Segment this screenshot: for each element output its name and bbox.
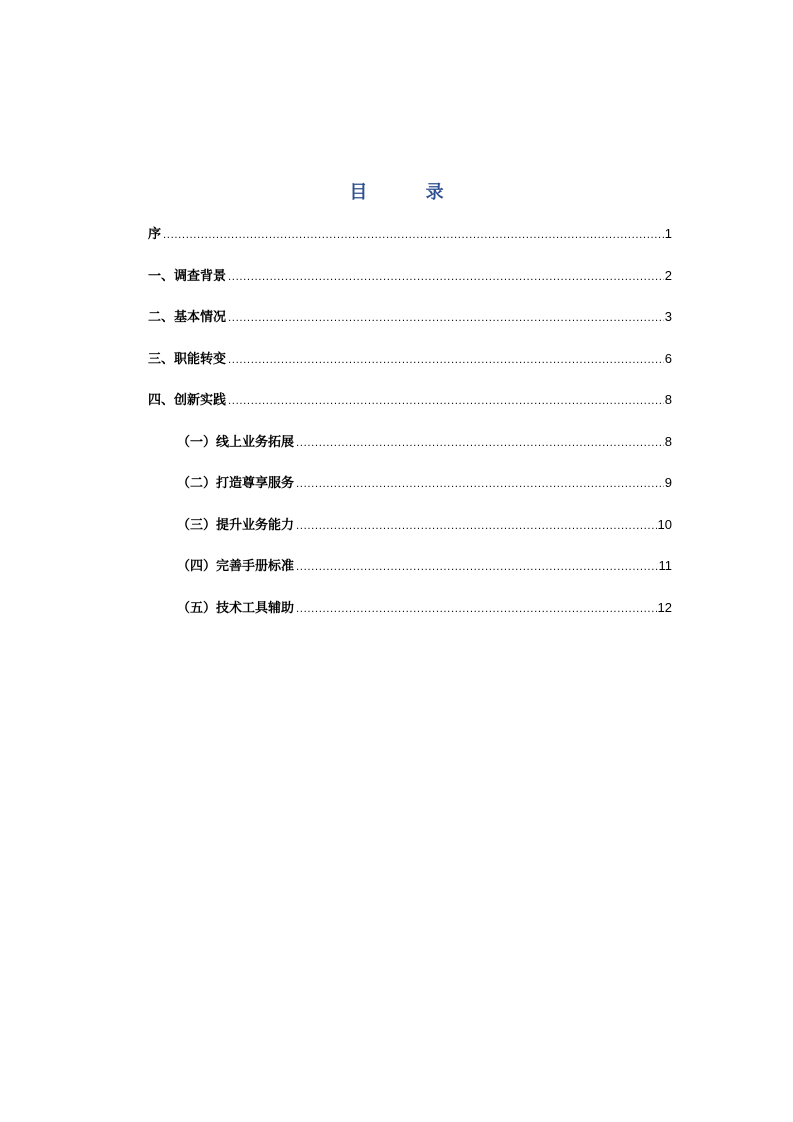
toc-entry-label: 三、职能转变 [148, 351, 227, 367]
toc-leader-dots [296, 515, 657, 539]
toc-subentry[interactable] [148, 513, 672, 555]
toc-entry[interactable] [148, 347, 672, 389]
toc-entry-page: 2 [664, 267, 672, 283]
toc-leader-dots [163, 224, 664, 248]
toc-entry-label: （四）完善手册标准 [177, 559, 295, 574]
toc-leader-dots [296, 598, 657, 622]
toc-entry[interactable] [148, 222, 672, 264]
toc-entry[interactable] [148, 305, 672, 347]
toc-leader-dots [296, 556, 657, 580]
toc-entry-page: 3 [664, 309, 672, 324]
toc-leader-dots [296, 432, 664, 456]
toc-entry-label: 二、基本情况 [148, 310, 227, 325]
toc-entry-page: 12 [657, 599, 672, 615]
toc-subentry[interactable] [148, 554, 672, 596]
toc-entry-page: 9 [664, 475, 672, 490]
toc-leader-dots [228, 349, 664, 373]
toc-leader-dots [296, 473, 664, 497]
toc-entry-label: （一）线上业务拓展 [177, 434, 295, 450]
toc-entry-page: 10 [657, 516, 672, 532]
toc-entry-page: 8 [664, 392, 672, 407]
toc-entry-label: （五）技术工具辅助 [177, 600, 295, 616]
toc-entry-label: 四、创新实践 [148, 393, 227, 408]
toc-entry[interactable] [148, 264, 672, 306]
toc-entry-label: 一、调查背景 [148, 268, 227, 284]
toc-subentry[interactable] [148, 471, 672, 513]
toc-entry[interactable] [148, 388, 672, 430]
toc-title: 目 录 [349, 182, 470, 203]
toc-leader-dots [228, 390, 664, 414]
toc-entry-page: 11 [658, 558, 672, 573]
toc-entry-page: 1 [664, 226, 672, 241]
toc-entry-label: 序 [148, 227, 162, 242]
toc-subentry[interactable] [148, 430, 672, 472]
toc-entry-page: 6 [664, 350, 672, 366]
table-of-contents [148, 222, 672, 637]
toc-entry-label: （二）打造尊享服务 [177, 476, 295, 491]
toc-entry-label: （三）提升业务能力 [177, 517, 295, 533]
toc-subentry[interactable] [148, 596, 672, 638]
toc-entry-page: 8 [664, 433, 672, 449]
toc-leader-dots [228, 266, 664, 290]
toc-leader-dots [228, 307, 664, 331]
